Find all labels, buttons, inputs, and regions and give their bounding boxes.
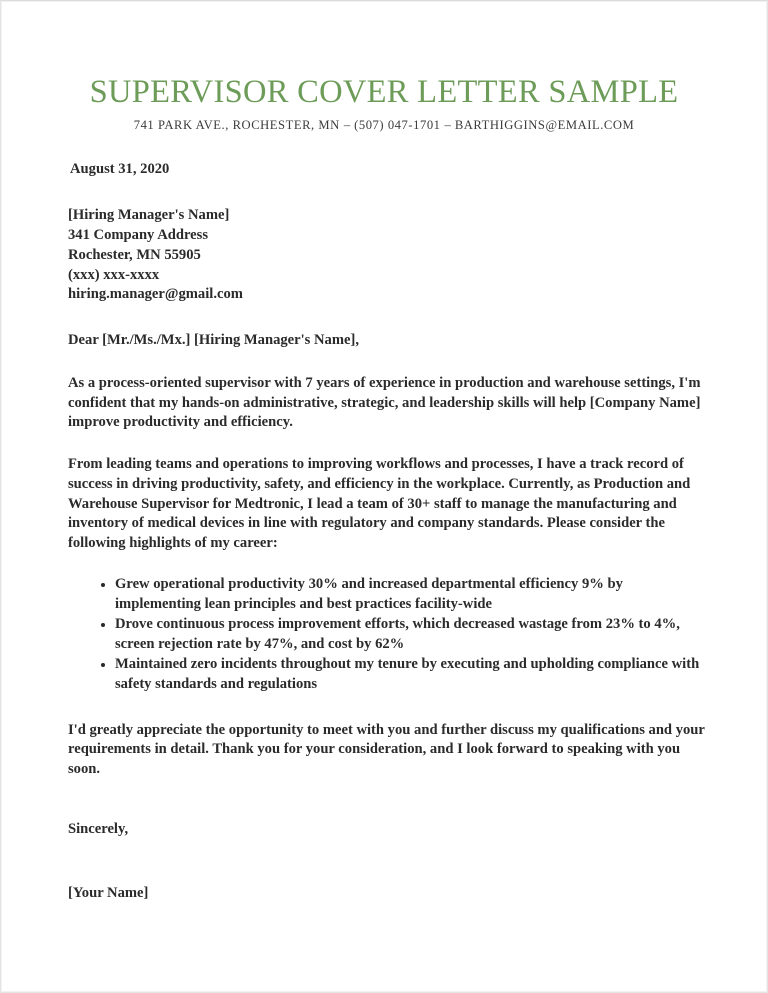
recipient-email: hiring.manager@gmail.com <box>68 286 243 303</box>
letterhead-contact-line <box>59 118 709 133</box>
list-item: Grew operational productivity 30% and increased departmental efficiency 9% by implementing lean principles and best practices facility-wide <box>101 575 705 615</box>
signature-name: [Your Name] <box>68 884 149 901</box>
contact-separator-1: – <box>343 118 351 133</box>
letterhead <box>59 1 709 133</box>
contact-phone: (507) 047-1701 <box>354 118 441 133</box>
letterhead-title: SUPERVISOR COVER LETTER SAMPLE <box>89 74 679 110</box>
recipient-block <box>68 206 705 305</box>
salutation: Dear [Mr./Ms./Mx.] [Hiring Manager's Name], <box>68 332 359 349</box>
contact-separator-2: – <box>444 118 451 133</box>
letter-sheet <box>1 1 767 903</box>
recipient-street: 341 Company Address <box>68 226 209 243</box>
letter-date: August 31, 2020 <box>70 161 170 178</box>
recipient-phone: (xxx) xxx-xxxx <box>68 266 160 283</box>
recipient-city-state-zip: Rochester, MN 55905 <box>68 246 201 263</box>
highlights-list <box>68 575 705 695</box>
contact-email: BARTHIGGINS@EMAIL.COM <box>454 118 635 133</box>
list-item: Maintained zero incidents throughout my tenure by executing and upholding compliance with safety standards and regulations <box>101 655 705 695</box>
contact-address: 741 PARK AVE., ROCHESTER, MN <box>133 118 340 133</box>
signoff: Sincerely, <box>68 820 129 837</box>
paragraph-1: As a process-oriented supervisor with 7 years of experience in production and warehouse settings, I'm confident that my hands-on administrative, strategic, and leadership skills will help [Company Name] improve productivity and efficiency. <box>68 374 701 431</box>
list-item: Drove continuous process improvement efforts, which decreased wastage from 23% to 4%, screen rejection rate by 47%, and cost by 62% <box>101 615 705 655</box>
recipient-name: [Hiring Manager's Name] <box>68 207 230 224</box>
closing-paragraph: I'd greatly appreciate the opportunity to meet with you and further discuss my qualifications and your requirements in detail. Thank you for your consideration, and I look forward to speaking with you soon. <box>68 721 705 778</box>
paragraph-2: From leading teams and operations to improving workflows and processes, I have a track record of success in driving productivity, safety, and efficiency in the workplace. Currently, as Production and Warehouse Supervisor for Medtronic, I lead a team of 30+ staff to manage the manufacturing and inventory of medical devices in line with regulatory and company standards. Please consider the following highlights of my career: <box>68 456 691 552</box>
letter-body <box>59 160 709 903</box>
